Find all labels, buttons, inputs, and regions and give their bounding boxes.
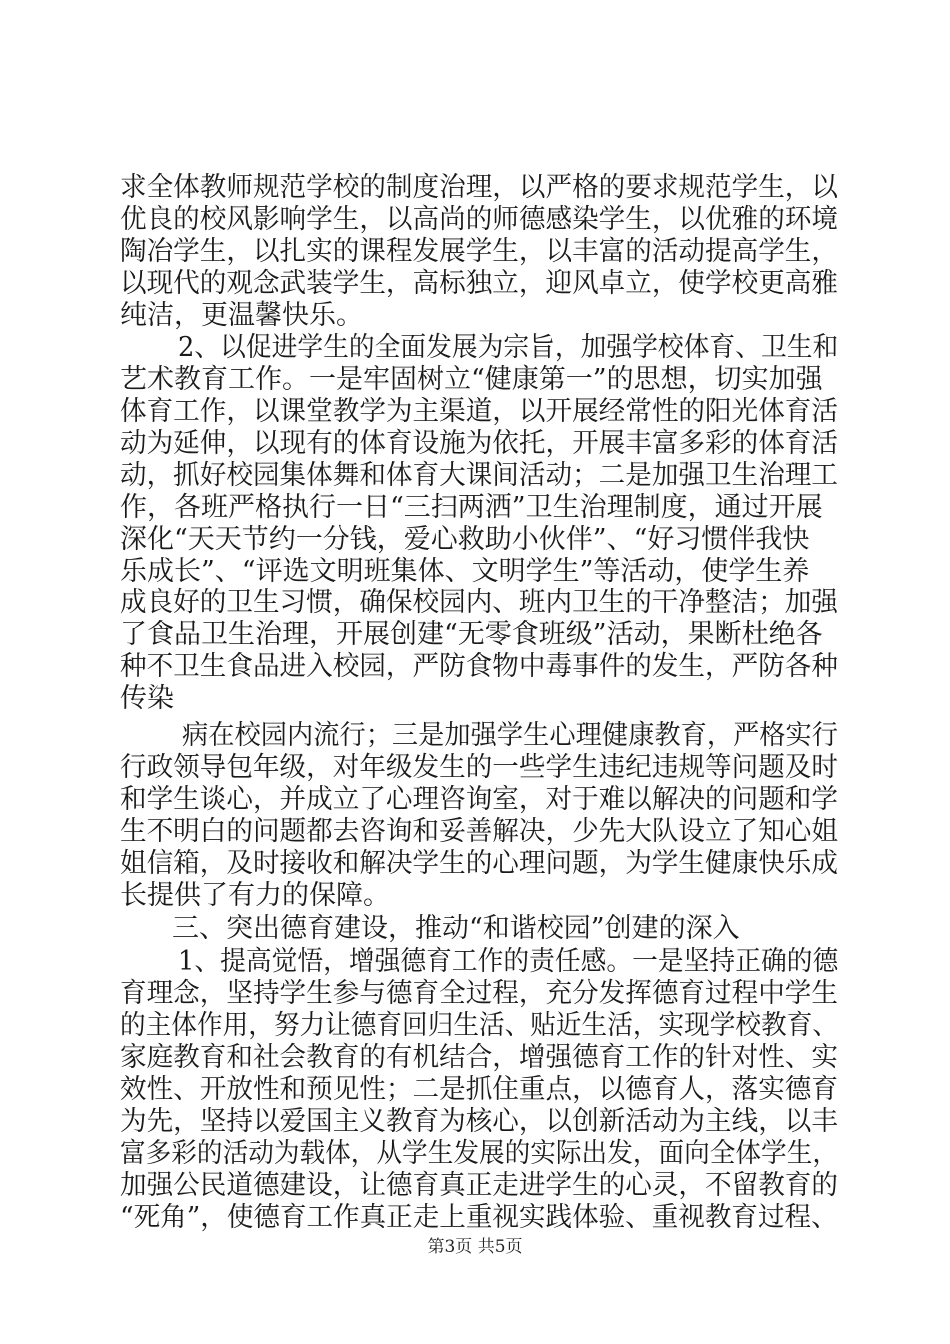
page-footer — [0, 1237, 950, 1257]
body-text-line: 家庭教育和社会教育的有机结合，增强德育工作的针对性、实 — [120, 1042, 838, 1073]
body-text-line: 了食品卫生治理，开展创建“无零食班级”活动，果断杜绝各 — [120, 619, 823, 650]
body-text-line: 生不明白的问题都去咨询和妥善解决，少先大队设立了知心姐 — [120, 816, 838, 847]
body-text-line: 乐成长”、“评选文明班集体、文明学生”等活动，使学生养 — [120, 556, 810, 587]
body-text-line: 陶冶学生，以扎实的课程发展学生，以丰富的活动提高学生， — [120, 236, 838, 267]
body-text-line: 动，抓好校园集体舞和体育大课间活动；二是加强卫生治理工 — [120, 460, 838, 491]
body-text-line: 动为延伸，以现有的体育设施为依托，开展丰富多彩的体育活 — [120, 428, 838, 459]
body-text-line: 为先，坚持以爱国主义教育为核心，以创新活动为主线，以丰 — [120, 1106, 838, 1137]
body-text-line: 深化“天天节约一分钱，爱心救助小伙伴”、“好习惯伴我快 — [120, 524, 810, 555]
body-text-line: 的主体作用，努力让德育回归生活、贴近生活，实现学校教育、 — [120, 1010, 838, 1041]
body-text-line: 和学生谈心，并成立了心理咨询室，对于难以解决的问题和学 — [120, 784, 838, 815]
body-text-line: 长提供了有力的保障。 — [120, 880, 390, 911]
body-text-line: 加强公民道德建设，让德育真正走进学生的心灵，不留教育的 — [120, 1170, 838, 1201]
body-text-line: 作，各班严格执行一日“三扫两洒”卫生治理制度，通过开展 — [120, 492, 823, 523]
body-text-line: 优良的校风影响学生，以高尚的师德感染学生，以优雅的环境 — [120, 204, 838, 235]
section-heading: 三、突出德育建设，推动“和谐校园”创建的深入 — [172, 913, 740, 944]
body-text-line: 求全体教师规范学校的制度治理，以严格的要求规范学生，以 — [120, 172, 838, 203]
body-text-line: 姐信箱，及时接收和解决学生的心理问题，为学生健康快乐成 — [120, 848, 838, 879]
body-text-line: 育理念，坚持学生参与德育全过程，充分发挥德育过程中学生 — [120, 978, 838, 1009]
body-text-line: 体育工作，以课堂教学为主渠道，以开展经常性的阳光体育活 — [120, 396, 838, 427]
body-text-line: 富多彩的活动为载体，从学生发展的实际出发，面向全体学生， — [120, 1138, 838, 1169]
body-text-line: 成良好的卫生习惯，确保校园内、班内卫生的干净整洁；加强 — [120, 587, 838, 618]
paragraph-start-line: 病在校园内流行；三是加强学生心理健康教育，严格实行 — [182, 720, 839, 751]
body-text-line: 种不卫生食品进入校园，严防食物中毒事件的发生，严防各种 — [120, 651, 838, 682]
body-text-line: “死角”，使德育工作真正走上重视实践体验、重视教育过程、 — [120, 1202, 838, 1233]
page-number: 第3页 共5页 — [427, 1237, 523, 1257]
body-text-line: 效性、开放性和预见性；二是抓住重点，以德育人，落实德育 — [120, 1074, 838, 1105]
paragraph-start-line: 1、提高觉悟，增强德育工作的责任感。一是坚持正确的德 — [178, 946, 839, 977]
body-text-line: 以现代的观念武装学生，高标独立，迎风卓立，使学校更高雅 — [120, 268, 838, 299]
body-text-line: 行政领导包年级，对年级发生的一些学生违纪违规等问题及时 — [120, 752, 838, 783]
body-text-line: 纯洁，更温馨快乐。 — [120, 300, 363, 331]
paragraph-start-line: 2、以促进学生的全面发展为宗旨，加强学校体育、卫生和 — [178, 332, 839, 363]
body-text-line: 传染 — [120, 683, 174, 714]
body-text-line: 艺术教育工作。一是牢固树立“健康第一”的思想，切实加强 — [120, 364, 823, 395]
